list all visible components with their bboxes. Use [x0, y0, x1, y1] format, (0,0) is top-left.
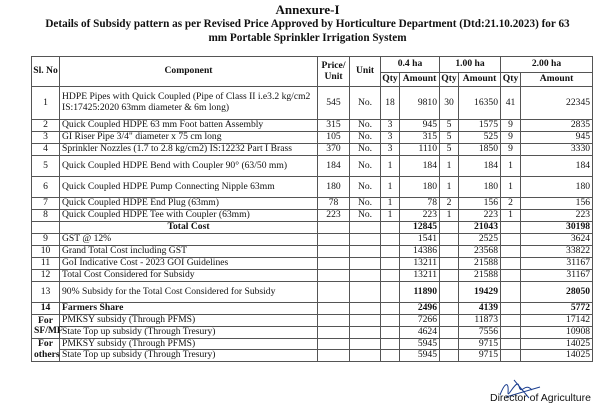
cell-price: 545	[318, 87, 350, 120]
cell-empty	[440, 315, 459, 327]
cell-unit: No.	[350, 87, 381, 120]
cell-empty	[381, 222, 400, 234]
table-row	[32, 198, 593, 210]
summary-row	[32, 246, 593, 258]
cell-sl: 12	[32, 270, 60, 282]
signatory-title: Director of Agriculture	[490, 392, 591, 404]
cell-empty	[440, 246, 459, 258]
cell-empty	[318, 282, 350, 303]
subsidy-label: PMKSY subsidy (Through PFMS)	[60, 338, 318, 350]
header-amount: Amount	[521, 73, 593, 87]
header-amount: Amount	[459, 73, 501, 87]
cell-amount: 945	[521, 132, 593, 144]
cell-component: Quick Coupled HDPE Tee with Coupler (63mm)	[60, 210, 318, 222]
cell-empty	[440, 350, 459, 362]
cell-empty	[350, 303, 381, 315]
cell-sl: 3	[32, 132, 60, 144]
cell-qty: 1	[501, 156, 521, 177]
cell-qty: 2	[440, 198, 459, 210]
header-qty: Qty	[381, 73, 400, 87]
cell-amount: 11873	[459, 315, 501, 327]
cell-price: 184	[318, 156, 350, 177]
cell-empty	[350, 350, 381, 362]
document-subtitle-line-2: mm Portable Sprinkler Irrigation System	[208, 32, 407, 44]
cell-qty: 1	[440, 156, 459, 177]
subsidy-label: State Top up subsidy (Through Tresury)	[60, 350, 318, 362]
cell-empty	[381, 270, 400, 282]
cell-amount: 11890	[400, 282, 440, 303]
cell-empty	[440, 338, 459, 350]
cell-amount: 1110	[400, 144, 440, 156]
cell-amount: 2496	[400, 303, 440, 315]
cell-empty	[501, 258, 521, 270]
cell-qty: 5	[440, 120, 459, 132]
table-row	[32, 132, 593, 144]
cell-price: 105	[318, 132, 350, 144]
cell-amount: 180	[459, 177, 501, 198]
group-label-others: For others	[32, 338, 60, 362]
cell-unit: No.	[350, 132, 381, 144]
cell-empty	[318, 222, 350, 234]
cell-amount: 78	[400, 198, 440, 210]
subsidy-label: PMKSY subsidy (Through PFMS)	[60, 315, 318, 327]
cell-qty: 3	[381, 120, 400, 132]
cell-empty	[318, 338, 350, 350]
cell-price: 180	[318, 177, 350, 198]
cell-amount: 223	[459, 210, 501, 222]
sf-mf-row	[32, 315, 593, 327]
cell-amount: 31167	[521, 258, 593, 270]
cell-empty	[501, 350, 521, 362]
cell-sl: 11	[32, 258, 60, 270]
cell-empty	[318, 303, 350, 315]
table-row	[32, 177, 593, 198]
cell-qty: 30	[440, 87, 459, 120]
summary-row	[32, 282, 593, 303]
cell-qty: 1	[440, 177, 459, 198]
cell-qty: 9	[501, 132, 521, 144]
cell-sl: 5	[32, 156, 60, 177]
header-2-00-ha: 2.00 ha	[501, 57, 593, 73]
header-qty: Qty	[501, 73, 521, 87]
table-row	[32, 156, 593, 177]
cell-amount: 17142	[521, 315, 593, 327]
cell-empty	[381, 350, 400, 362]
cell-qty: 1	[381, 198, 400, 210]
summary-row	[32, 258, 593, 270]
cell-sl: 6	[32, 177, 60, 198]
cell-amount: 5772	[521, 303, 593, 315]
cell-unit: No.	[350, 210, 381, 222]
cell-amount: 13211	[400, 258, 440, 270]
cell-amount: 33822	[521, 246, 593, 258]
cell-sl: 10	[32, 246, 60, 258]
cell-empty	[318, 234, 350, 246]
sf-mf-row	[32, 326, 593, 338]
cell-empty	[350, 234, 381, 246]
header-1-00-ha: 1.00 ha	[440, 57, 501, 73]
cell-qty: 2	[501, 198, 521, 210]
cell-empty	[501, 338, 521, 350]
cell-amount: 16350	[459, 87, 501, 120]
cell-amount: 7556	[459, 326, 501, 338]
cell-unit: No.	[350, 120, 381, 132]
cell-empty	[350, 246, 381, 258]
cell-amount: 1850	[459, 144, 501, 156]
cell-qty: 5	[440, 132, 459, 144]
cell-empty	[350, 326, 381, 338]
cell-price: 78	[318, 198, 350, 210]
cell-amount: 14386	[400, 246, 440, 258]
subsidy-table	[31, 56, 593, 362]
cell-qty: 3	[381, 144, 400, 156]
total-cost-row	[32, 222, 593, 234]
summary-row	[32, 270, 593, 282]
cell-empty	[501, 222, 521, 234]
cell-unit: No.	[350, 156, 381, 177]
cell-component: GI Riser Pipe 3/4" diameter x 75 cm long	[60, 132, 318, 144]
cell-amount: 156	[459, 198, 501, 210]
cell-amount: 180	[400, 177, 440, 198]
cell-amount: 19429	[459, 282, 501, 303]
cell-amount: 180	[521, 177, 593, 198]
cell-component: Sprinkler Nozzles (1.7 to 2.8 kg/cm2) IS:12232 Part I Brass	[60, 144, 318, 156]
cell-empty	[381, 246, 400, 258]
cell-empty	[501, 246, 521, 258]
cell-empty	[501, 303, 521, 315]
cell-amount: 14025	[521, 338, 593, 350]
cell-qty: 1	[440, 210, 459, 222]
cell-sl: 14	[32, 303, 60, 315]
cell-sl: 8	[32, 210, 60, 222]
cell-empty	[381, 338, 400, 350]
cell-amount: 4139	[459, 303, 501, 315]
cell-amount: 13211	[400, 270, 440, 282]
cell-empty	[318, 350, 350, 362]
cell-empty	[501, 315, 521, 327]
cell-amount: 12845	[400, 222, 440, 234]
cell-amount: 184	[459, 156, 501, 177]
cell-qty: 41	[501, 87, 521, 120]
cell-qty: 9	[501, 120, 521, 132]
cell-empty	[350, 258, 381, 270]
cell-amount: 1575	[459, 120, 501, 132]
cell-amount: 9715	[459, 350, 501, 362]
cell-amount: 3624	[521, 234, 593, 246]
summary-label: 90% Subsidy for the Total Cost Considered for Subsidy	[60, 282, 318, 303]
cell-component: Quick Coupled HDPE Pump Connecting Nipple 63mm	[60, 177, 318, 198]
cell-qty: 9	[501, 144, 521, 156]
cell-amount: 7266	[400, 315, 440, 327]
header-0-4-ha: 0.4 ha	[381, 57, 440, 73]
cell-empty	[318, 246, 350, 258]
cell-empty	[440, 303, 459, 315]
header-amount: Amount	[400, 73, 440, 87]
cell-amount: 4624	[400, 326, 440, 338]
cell-amount: 5945	[400, 338, 440, 350]
cell-amount: 3330	[521, 144, 593, 156]
cell-amount: 315	[400, 132, 440, 144]
cell-sl: 1	[32, 87, 60, 120]
cell-empty	[440, 258, 459, 270]
cell-empty	[381, 234, 400, 246]
cell-empty	[381, 303, 400, 315]
cell-amount: 21588	[459, 258, 501, 270]
cell-qty: 1	[381, 156, 400, 177]
cell-empty	[32, 222, 60, 234]
farmers-share-label: Farmers Share	[60, 303, 318, 315]
cell-empty	[350, 222, 381, 234]
cell-empty	[318, 315, 350, 327]
cell-amount: 9810	[400, 87, 440, 120]
cell-qty: 1	[501, 177, 521, 198]
header-component: Component	[60, 57, 318, 87]
summary-label: Total Cost Considered for Subsidy	[60, 270, 318, 282]
cell-empty	[440, 222, 459, 234]
cell-empty	[440, 326, 459, 338]
cell-component: Quick Coupled HDPE 63 mm Foot batten Assembly	[60, 120, 318, 132]
subsidy-label: State Top up subsidy (Through Tresury)	[60, 326, 318, 338]
table-row	[32, 210, 593, 222]
cell-unit: No.	[350, 177, 381, 198]
header-qty: Qty	[440, 73, 459, 87]
cell-amount: 5945	[400, 350, 440, 362]
cell-empty	[318, 270, 350, 282]
others-row	[32, 350, 593, 362]
cell-empty	[381, 258, 400, 270]
cell-amount: 22345	[521, 87, 593, 120]
cell-amount: 184	[521, 156, 593, 177]
others-row	[32, 338, 593, 350]
cell-amount: 223	[400, 210, 440, 222]
summary-label: Grand Total Cost including GST	[60, 246, 318, 258]
cell-amount: 10908	[521, 326, 593, 338]
cell-sl: 2	[32, 120, 60, 132]
cell-amount: 156	[521, 198, 593, 210]
cell-unit: No.	[350, 144, 381, 156]
cell-empty	[350, 338, 381, 350]
cell-sl: 7	[32, 198, 60, 210]
signature-block	[474, 382, 604, 408]
document-subtitle-line-1: Details of Subsidy pattern as per Revised Price Approved by Horticulture Department (Dtd:21.10.2023) for 63	[45, 18, 570, 30]
summary-row	[32, 234, 593, 246]
header-unit: Unit	[350, 57, 381, 87]
cell-empty	[350, 282, 381, 303]
cell-empty	[350, 315, 381, 327]
table-row	[32, 87, 593, 120]
cell-empty	[381, 326, 400, 338]
cell-empty	[501, 326, 521, 338]
cell-amount: 2835	[521, 120, 593, 132]
cell-amount: 525	[459, 132, 501, 144]
total-cost-label: Total Cost	[60, 222, 318, 234]
cell-qty: 3	[381, 132, 400, 144]
table-header-row	[32, 57, 593, 73]
cell-amount: 2525	[459, 234, 501, 246]
cell-price: 315	[318, 120, 350, 132]
summary-label: GST @ 12%	[60, 234, 318, 246]
cell-component: Quick Coupled HDPE End Plug (63mm)	[60, 198, 318, 210]
cell-amount: 21588	[459, 270, 501, 282]
summary-label: GoI Indicative Cost - 2023 GOI Guidelines	[60, 258, 318, 270]
cell-unit: No.	[350, 198, 381, 210]
cell-empty	[501, 270, 521, 282]
cell-empty	[440, 270, 459, 282]
cell-amount: 28050	[521, 282, 593, 303]
table-row	[32, 120, 593, 132]
cell-amount: 31167	[521, 270, 593, 282]
cell-amount: 184	[400, 156, 440, 177]
cell-empty	[381, 315, 400, 327]
cell-empty	[501, 234, 521, 246]
cell-empty	[318, 258, 350, 270]
cell-amount: 945	[400, 120, 440, 132]
cell-amount: 14025	[521, 350, 593, 362]
cell-component: Quick Coupled HDPE Bend with Coupler 90° (63/50 mm)	[60, 156, 318, 177]
table-row	[32, 144, 593, 156]
header-sl-no: Sl. No	[32, 57, 60, 87]
cell-empty	[381, 282, 400, 303]
cell-empty	[501, 282, 521, 303]
cell-qty: 1	[381, 210, 400, 222]
cell-qty: 5	[440, 144, 459, 156]
cell-amount: 21043	[459, 222, 501, 234]
cell-empty	[440, 234, 459, 246]
cell-qty: 18	[381, 87, 400, 120]
cell-component: HDPE Pipes with Quick Coupled (Pipe of Class II i.e3.2 kg/cm2 IS:17425:2020 63mm diameter & 6m long)	[60, 87, 318, 120]
annexure-title: Annexure-I	[275, 2, 340, 17]
group-label-sf-mf: For SF/MF	[32, 315, 60, 339]
cell-sl: 9	[32, 234, 60, 246]
header-price-unit: Price/ Unit	[318, 57, 350, 87]
cell-empty	[440, 282, 459, 303]
farmers-share-row	[32, 303, 593, 315]
cell-price: 370	[318, 144, 350, 156]
cell-price: 223	[318, 210, 350, 222]
cell-amount: 223	[521, 210, 593, 222]
cell-sl: 13	[32, 282, 60, 303]
cell-amount: 30198	[521, 222, 593, 234]
cell-amount: 1541	[400, 234, 440, 246]
cell-qty: 1	[381, 177, 400, 198]
cell-qty: 1	[501, 210, 521, 222]
cell-amount: 23568	[459, 246, 501, 258]
cell-amount: 9715	[459, 338, 501, 350]
cell-sl: 4	[32, 144, 60, 156]
cell-empty	[350, 270, 381, 282]
cell-empty	[318, 326, 350, 338]
